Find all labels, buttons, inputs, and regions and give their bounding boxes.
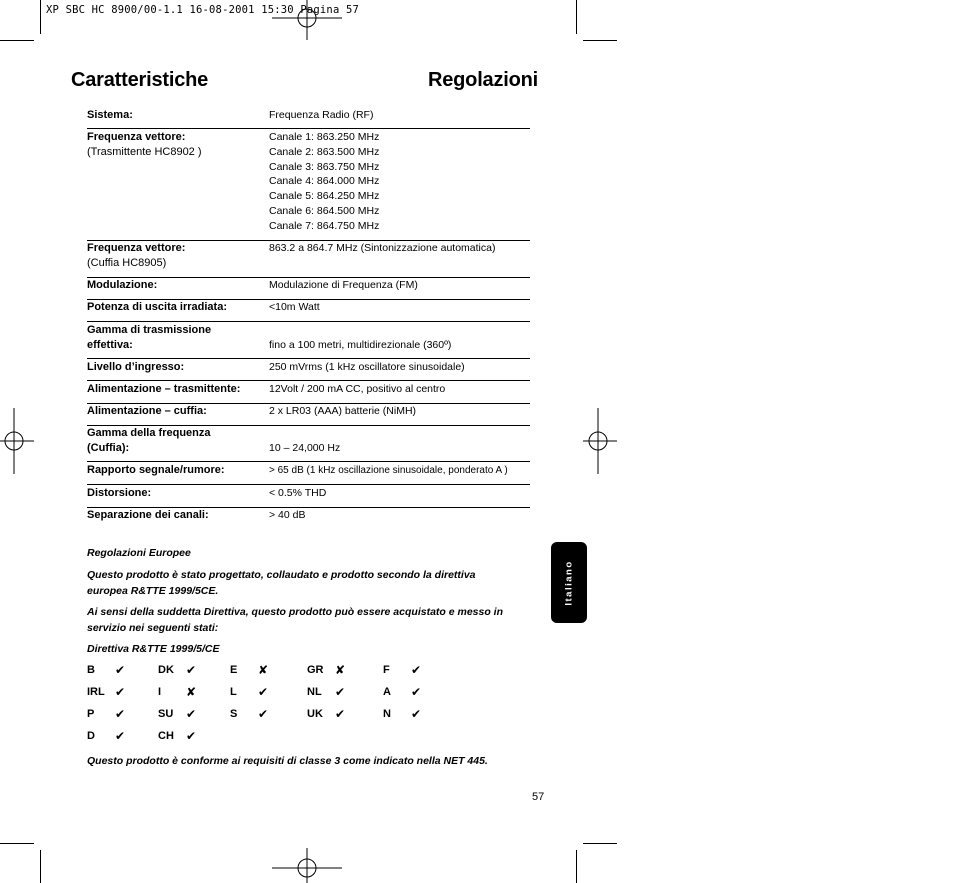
country-code: UK xyxy=(307,708,323,720)
spec-sublabel: (Trasmittente HC8902 ) xyxy=(87,146,202,158)
check-icon: ✔ xyxy=(186,729,197,743)
spec-value: 863.2 a 864.7 MHz (Sintonizzazione automatica) xyxy=(269,242,496,254)
cross-icon: ✘ xyxy=(335,663,346,677)
registration-mark-bottom xyxy=(272,848,342,883)
country-code: L xyxy=(230,686,237,698)
spec-label: Livello d’ingresso: xyxy=(87,361,185,373)
spec-row-distorsione xyxy=(87,486,530,508)
spec-value: Canale 1: 863.250 MHz xyxy=(269,131,380,143)
country-code: DK xyxy=(158,664,174,676)
cross-icon: ✘ xyxy=(258,663,269,677)
spec-value: Canale 4: 864.000 MHz xyxy=(269,175,380,188)
check-icon: ✔ xyxy=(411,685,422,699)
spec-value: 12Volt / 200 mA CC, positivo al centro xyxy=(269,383,446,395)
spec-row-gamma-frequenza xyxy=(87,426,530,462)
spec-row-rapporto xyxy=(87,463,530,485)
spec-value: > 65 dB (1 kHz oscillazione sinusoidale, ponderato A ) xyxy=(269,465,508,476)
country-code: S xyxy=(230,708,238,720)
notes-paragraph-2-line-2: servizio nei seguenti stati: xyxy=(87,622,219,634)
check-icon: ✔ xyxy=(186,707,197,721)
spec-label: Rapporto segnale/rumore: xyxy=(87,464,225,476)
country-code: CH xyxy=(158,730,174,742)
spec-sublabel: (Cuffia): xyxy=(87,442,130,454)
page-title-left: Caratteristiche xyxy=(71,69,209,91)
notes-footer: Questo prodotto è conforme ai requisiti di classe 3 come indicato nella NET 445. xyxy=(87,755,488,767)
spec-sublabel: effettiva: xyxy=(87,339,133,351)
check-icon: ✔ xyxy=(115,729,126,743)
spec-label: Potenza di uscita irradiata: xyxy=(87,301,227,313)
spec-label: Frequenza vettore: xyxy=(87,131,186,143)
country-code: D xyxy=(87,730,95,742)
page-number: 57 xyxy=(532,791,545,803)
spec-value: < 0.5% THD xyxy=(269,487,327,499)
check-icon: ✔ xyxy=(115,685,126,699)
spec-value: > 40 dB xyxy=(269,509,306,521)
registration-mark-top xyxy=(272,0,342,40)
notes-heading: Regolazioni Europee xyxy=(87,547,191,559)
check-icon: ✔ xyxy=(258,707,269,721)
country-code: NL xyxy=(307,686,322,698)
country-code: I xyxy=(158,686,162,698)
spec-label: Distorsione: xyxy=(87,487,152,499)
registration-mark-right xyxy=(583,408,617,474)
spec-value: <10m Watt xyxy=(269,301,320,313)
cross-icon: ✘ xyxy=(186,685,197,699)
country-code: GR xyxy=(307,664,324,676)
country-code: F xyxy=(383,664,390,676)
print-header: XP SBC HC 8900/00-1.1 16-08-2001 15:30 Pagina 57 xyxy=(46,4,360,16)
country-code: P xyxy=(87,708,95,720)
notes-paragraph-2-line-1: Ai sensi della suddetta Direttiva, questo prodotto può essere acquistato e messo in xyxy=(87,606,504,618)
spec-row-frequenza-trasmittente xyxy=(87,130,530,241)
spec-row-alimentazione-trasmittente xyxy=(87,382,530,404)
spec-row-sistema xyxy=(87,108,530,129)
spec-value: 2 x LR03 (AAA) batterie (NiMH) xyxy=(269,405,417,417)
country-code: E xyxy=(230,664,238,676)
spec-value: Canale 7: 864.750 MHz xyxy=(269,219,380,232)
spec-label: Alimentazione – trasmittente: xyxy=(87,383,241,395)
language-tab xyxy=(551,542,587,623)
check-icon: ✔ xyxy=(115,663,126,677)
spec-label: Alimentazione – cuffia: xyxy=(87,405,207,417)
spec-label: Separazione dei canali: xyxy=(87,509,209,521)
spec-value: 250 mVrms (1 kHz oscillatore sinusoidale) xyxy=(269,361,465,373)
spec-value: Canale 2: 863.500 MHz xyxy=(269,145,380,158)
spec-value: fino a 100 metri, multidirezionale (360º) xyxy=(269,339,452,351)
spec-value: Canale 3: 863.750 MHz xyxy=(269,160,380,173)
country-code: N xyxy=(383,708,391,720)
spec-row-gamma-trasmissione xyxy=(87,323,530,359)
country-code: SU xyxy=(158,708,174,720)
country-code: A xyxy=(383,686,391,698)
spec-label: Frequenza vettore: xyxy=(87,242,186,254)
spec-row-modulazione xyxy=(87,278,530,300)
country-code: IRL xyxy=(87,686,105,698)
country-code: B xyxy=(87,664,95,676)
spec-sublabel: (Cuffia HC8905) xyxy=(87,257,167,269)
spec-value: Frequenza Radio (RF) xyxy=(269,109,374,121)
spec-row-separazione xyxy=(87,508,530,528)
language-tab-label: Italiano xyxy=(563,559,575,606)
spec-label: Gamma della frequenza xyxy=(87,427,211,439)
spec-value: Canale 5: 864.250 MHz xyxy=(269,190,380,203)
notes-directive: Direttiva R&TTE 1999/5/CE xyxy=(87,643,220,655)
spec-row-alimentazione-cuffia xyxy=(87,404,530,426)
spec-value: Canale 6: 864.500 MHz xyxy=(269,204,380,217)
spec-label: Gamma di trasmissione xyxy=(87,324,212,336)
spec-row-livello-ingresso xyxy=(87,360,530,381)
spec-label: Sistema: xyxy=(87,109,133,121)
check-icon: ✔ xyxy=(186,663,197,677)
registration-mark-left xyxy=(0,408,34,474)
spec-row-potenza xyxy=(87,300,530,322)
spec-label: Modulazione: xyxy=(87,279,158,291)
check-icon: ✔ xyxy=(258,685,269,699)
page-title-right: Regolazioni xyxy=(428,69,539,91)
spec-value: Modulazione di Frequenza (FM) xyxy=(269,279,418,291)
check-icon: ✔ xyxy=(335,685,346,699)
spec-value: 10 – 24,000 Hz xyxy=(269,442,341,454)
check-icon: ✔ xyxy=(335,707,346,721)
check-icon: ✔ xyxy=(411,663,422,677)
check-icon: ✔ xyxy=(411,707,422,721)
notes-paragraph-1-line-1: Questo prodotto è stato progettato, collaudato e prodotto secondo la direttiva xyxy=(87,569,476,581)
check-icon: ✔ xyxy=(115,707,126,721)
spec-row-frequenza-cuffia xyxy=(87,241,530,278)
notes-paragraph-1-line-2: europea R&TTE 1999/5CE. xyxy=(87,585,219,597)
